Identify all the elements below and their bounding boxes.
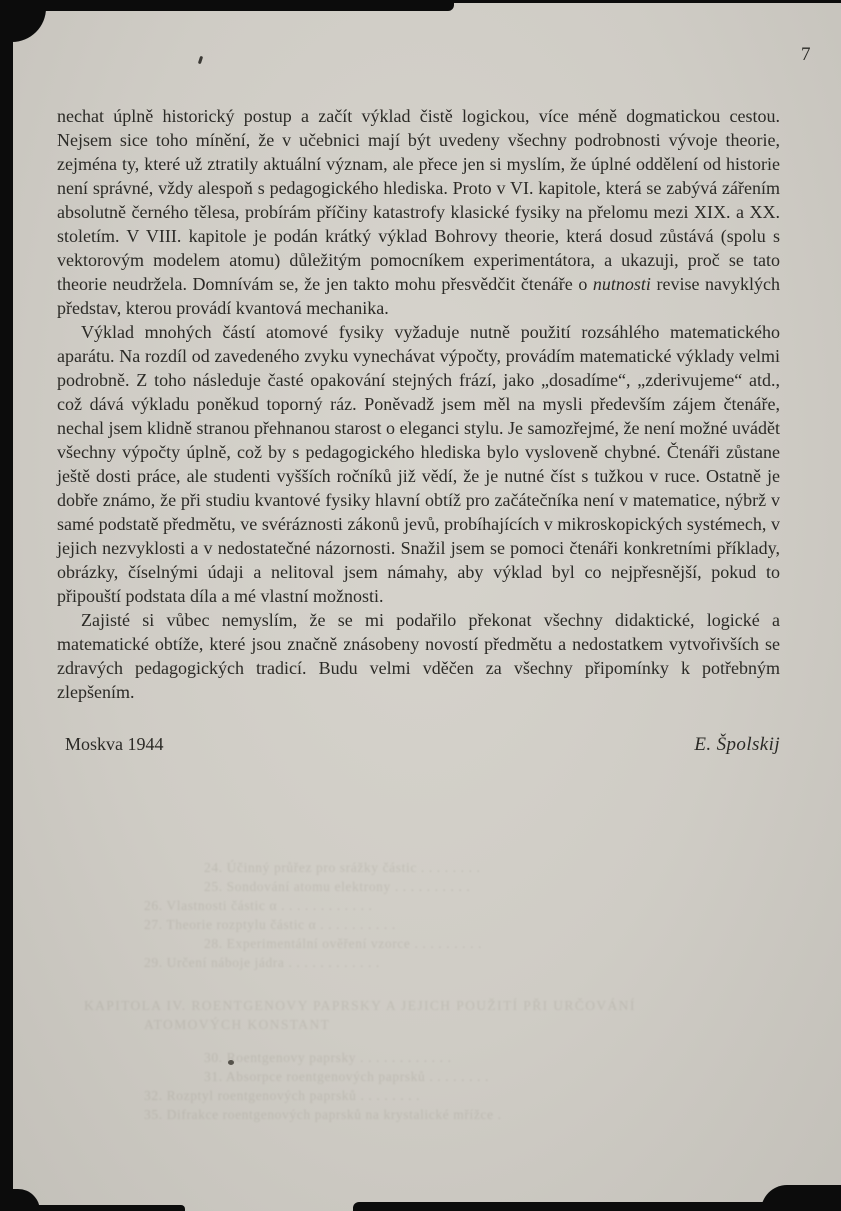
showthrough-line: 24. Účinný průřez pro srážky částic . . . . . . . . (204, 860, 481, 875)
showthrough-line: 30. Roentgenovy paprsky . . . . . . . . . . . . (204, 1050, 452, 1065)
paragraph-1-text-end: revise navyklých představ, kterou provádí kvantová mechanika. (57, 274, 780, 318)
showthrough-line: 28. Experimentální ověření vzorce . . . . . . . . . (204, 936, 483, 951)
scan-corner-top-left (0, 0, 46, 42)
showthrough-line: 29. Určení náboje jádra . . . . . . . . . . . . (144, 955, 380, 970)
showthrough-line: 35. Difrakce roentgenových paprsků na krystalické mřížce . (144, 1107, 502, 1122)
paragraph-1-text: nechat úplně historický postup a začít výklad čistě logickou, více méně dogmatickou cestou. Nejsem sice toho mínění, že v učebnici mají být uvedeny všechny podrobnosti vývoje theorie, zejména ty, které už ztratily aktuální význam, ale přece jen si myslím, že úplné oddělení od historie není správné, vždy alespoň s pedagogického hlediska. Proto v VI. kapitole, která se zabývá zářením absolutně černého tělesa, probírám příčiny katastrofy klasické fysiky na přelomu mezi XIX. a XX. stoletím. V VIII. kapitole je podán krátký výklad Bohrovy theorie, která dosud zůstává (spolu s vektorovým modelem atomu) důležitým pomocníkem experimentátora, a ukazuji, proč se tato theorie neudržela. Domnívám se, že jen takto mohu přesvědčit čtenáře o (57, 106, 780, 294)
page-number: 7 (801, 44, 811, 65)
scan-corner-bottom-right (761, 1185, 841, 1211)
showthrough-line: KAPITOLA IV. ROENTGENOVY PAPRSKY A JEJICH POUŽITÍ PŘI URČOVÁNÍ (84, 998, 636, 1013)
body-paragraph-2: Výklad mnohých částí atomové fysiky vyžaduje nutně použití rozsáhlého matematického aparátu. Na rozdíl od zavedeného zvyku vynechávat výpočty, provádím matematické výklady velmi podrobně. Z toho následuje časté opakování stejných frází, jako „dosadíme“, „zderivujeme“ atd., což dává výkladu poněkud toporný ráz. Poněvadž jsem měl na mysli především zájem čtenáře, nechal jsem klidně stranou přehnanou starost o eleganci stylu. Je samozřejmé, že není možné uvádět všechny výpočty úplně, což by s pedagogického hlediska bylo vysloveně chybné. Čtenáři zůstane ještě dosti práce, ale studenti vyšších ročníků již vědí, že je nutné číst s tužkou v ruce. Ostatně je dobře známo, že při studiu kvantové fysiky hlavní obtíž pro začátečníka není v matematice, nýbrž v samé podstatě předmětu, ve svéráznosti zákonů jevů, probíhajících v mikroskopických systémech, v jejich nezvyklosti a v nedostatečné názornosti. Snažil jsem se pomoci čtenáři konkretními příklady, obrázky, číselnými údaji a nelitoval jsem námahy, aby výklad byl co nejpřesnější, pokud to připouští podstata díla a mé vlastní možnosti. (57, 322, 780, 606)
showthrough-line: 26. Vlastnosti částic α . . . . . . . . . . . . (144, 898, 373, 913)
paragraph-1-emphasis: nutnosti (592, 274, 651, 294)
body-text-block (57, 104, 780, 757)
ink-speck (198, 56, 203, 65)
scan-edge-left (0, 0, 13, 1211)
signature-row (57, 732, 780, 757)
showthrough-line: 32. Rozptyl roentgenových paprsků . . . . . . . . (144, 1088, 421, 1103)
scan-corner-bottom-left (0, 1189, 40, 1211)
showthrough-line: ATOMOVÝCH KONSTANT (144, 1017, 331, 1032)
showthrough-line: 31. Absorpce roentgenových paprsků . . . . . . . . (204, 1069, 489, 1084)
page-showthrough (84, 858, 781, 1124)
body-paragraph-1 (57, 104, 780, 320)
showthrough-line: 27. Theorie rozptylu částic α . . . . . . . . . . (144, 917, 396, 932)
scan-edge-top (0, 0, 454, 11)
place-and-date: Moskva 1944 (65, 734, 164, 754)
author-signature: E. Špolskij (694, 734, 780, 755)
showthrough-line: 25. Sondování atomu elektrony . . . . . . . . . . (204, 879, 471, 894)
body-paragraph-3: Zajisté si vůbec nemyslím, že se mi podařilo překonat všechny didaktické, logické a matematické obtíže, které jsou značně znásobeny novostí předmětu a nedostatkem vytvořivších se zdravých pedagogických tradicí. Budu velmi vděčen za všechny připomínky k potřebným zlepšením. (57, 610, 780, 702)
